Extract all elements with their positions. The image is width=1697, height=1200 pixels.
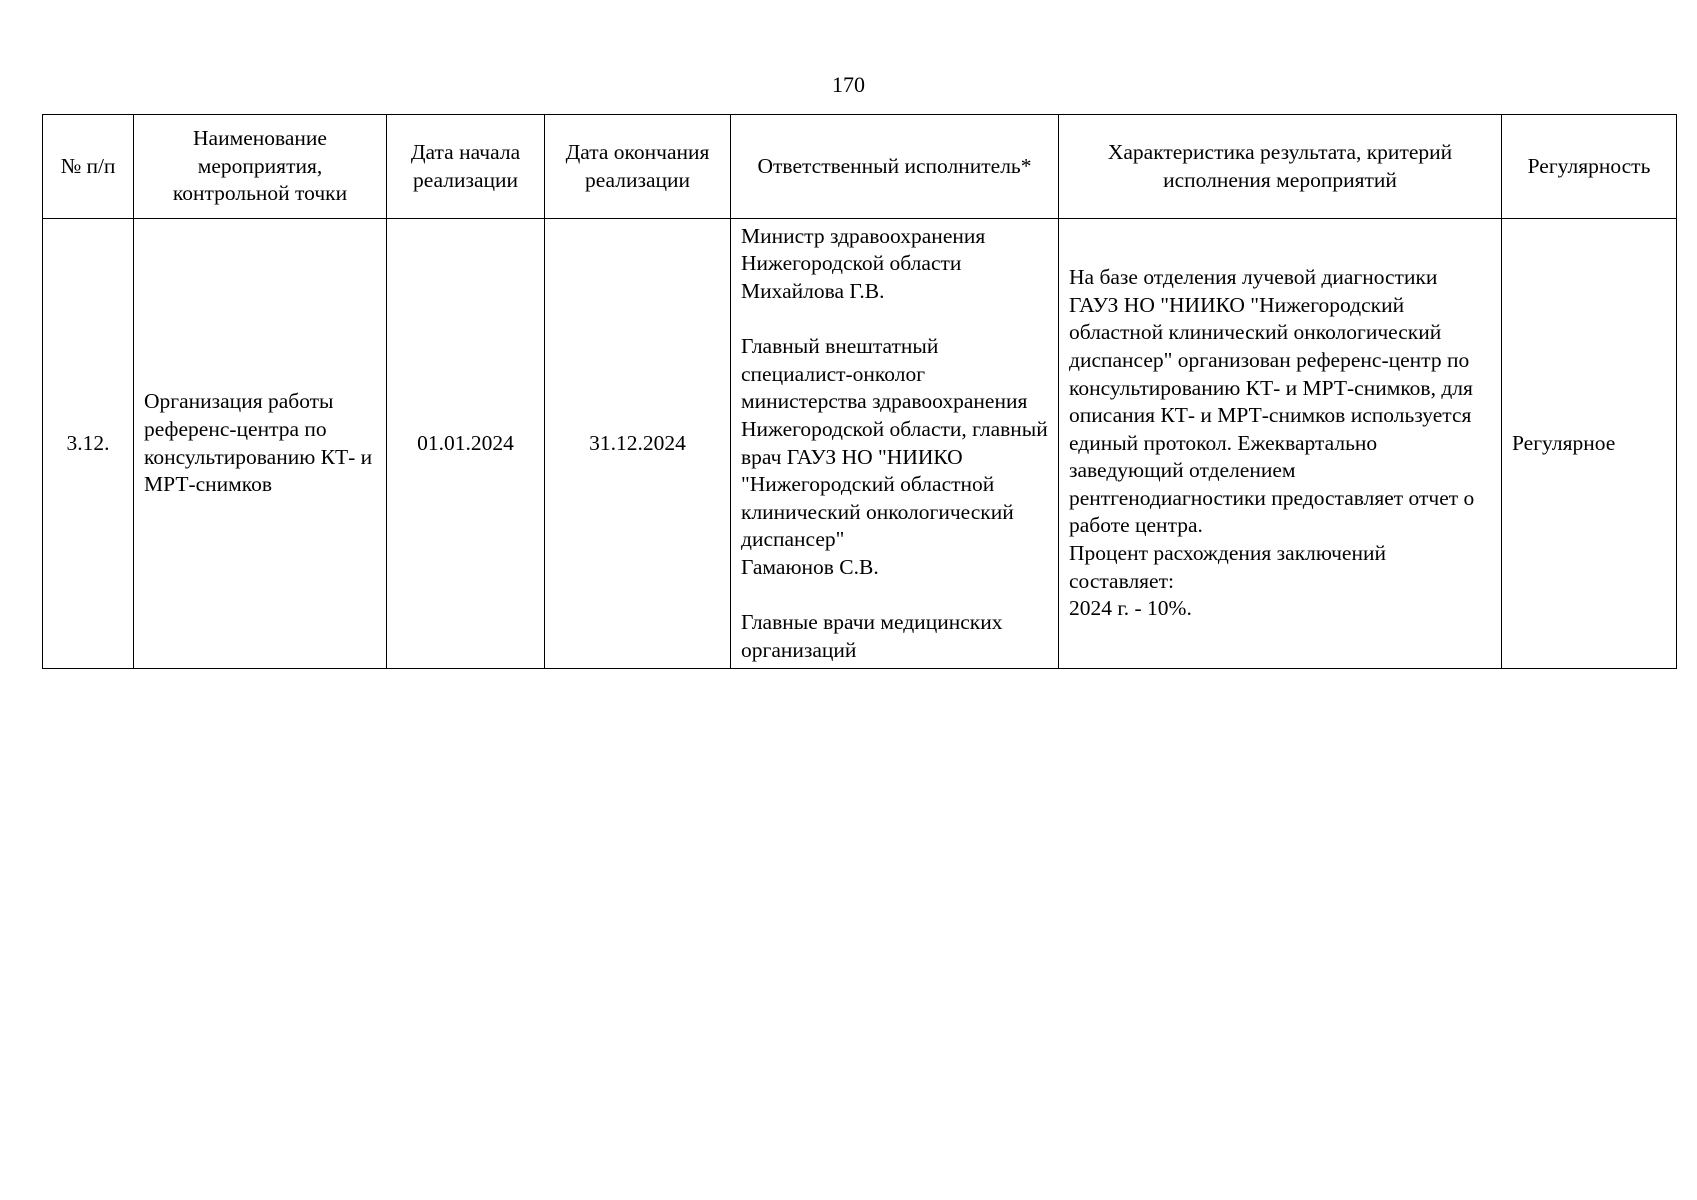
header-num: № п/п: [43, 115, 134, 219]
table-header-row: [43, 115, 1677, 219]
header-regularity: Регулярность: [1502, 115, 1677, 219]
header-name: Наименование мероприятия, контрольной точки: [134, 115, 387, 219]
row-end-date: 31.12.2024: [545, 219, 731, 669]
responsible-minister: Министр здравоохранения Нижегородской области Михайлова Г.В.: [741, 223, 986, 303]
responsible-chief-doctors: Главные врачи медицинских организаций: [741, 610, 1003, 662]
row-start-date: 01.01.2024: [387, 219, 545, 669]
header-responsible: Ответственный исполнитель*: [731, 115, 1059, 219]
row-activity-name: Организация работы референс-центра по консультированию КТ- и МРТ-снимков: [134, 219, 387, 669]
row-result: На базе отделения лучевой диагностики ГАУЗ НО "НИИКО "Нижегородский областной клинический онкологический диспансер" организован референс-центр по консультированию КТ- и МРТ-снимков, для описания КТ- и МРТ-снимков используется единый протокол. Ежеквартально заведующий отделением рентгенодиагностики предоставляет отчет о работе центра. Процент расхождения заключений составляет: 2024 г. - 10%.: [1059, 219, 1502, 669]
paragraph-gap: [741, 581, 1048, 609]
row-regularity: Регулярное: [1502, 219, 1677, 669]
header-result: Характеристика результата, критерий исполнения мероприятий: [1059, 115, 1502, 219]
table-row: [43, 219, 1677, 669]
row-num: 3.12.: [43, 219, 134, 669]
page-number: 170: [832, 72, 865, 97]
header-end-date: Дата окончания реализации: [545, 115, 731, 219]
activities-table: [42, 114, 1677, 669]
responsible-chief-specialist: Главный внештатный специалист-онколог министерства здравоохранения Нижегородской области, главный врач ГАУЗ НО "НИИКО "Нижегородский областной клинический онкологический диспансер" Гамаюнов С.В.: [741, 334, 1048, 579]
header-start-date: Дата начала реализации: [387, 115, 545, 219]
row-responsible: [731, 219, 1059, 669]
paragraph-gap: [741, 306, 1048, 334]
